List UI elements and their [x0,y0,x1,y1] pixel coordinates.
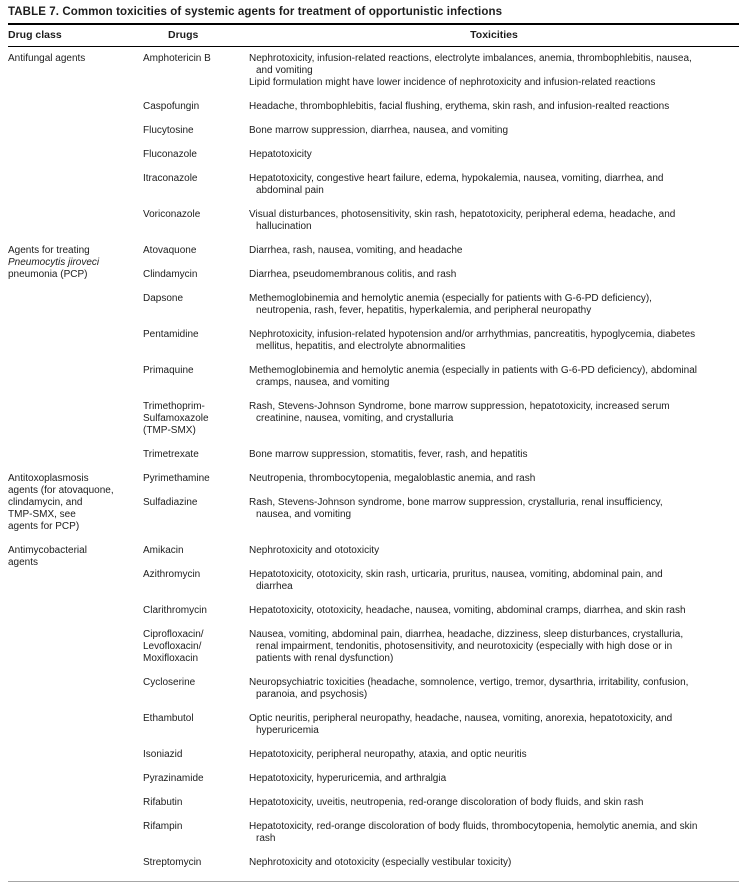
toxicity-line: Visual disturbances, photosensitivity, skin rash, hepatotoxicity, peripheral edema, headache, and [249,209,676,220]
toxicity-line: Hepatotoxicity, red-orange discoloration of body fluids, thrombocytopenia, hemolytic anemia, and skin [249,821,698,832]
drug-name-line: Flucytosine [143,125,194,136]
toxicity-cell [249,749,739,761]
drug-class-line: Antifungal agents [8,53,86,64]
drug-name-cell [143,53,249,89]
drug-name-line: Pyrazinamide [143,773,204,784]
drug-name-line: Amikacin [143,545,184,556]
drug-name-line: (TMP-SMX) [143,425,196,436]
toxicity-line: abdominal pain [256,185,324,196]
toxicity-line: Methemoglobinemia and hemolytic anemia (especially in patients with G-6-PD deficiency), abdominal [249,365,697,376]
toxicity-line: nausea, and vomiting [256,509,352,520]
toxicity-cell [249,473,739,485]
table-row [143,497,739,521]
toxicity-line: Headache, thrombophlebitis, facial flushing, erythema, skin rash, and infusion-realted reactions [249,101,670,112]
drug-name-cell [143,245,249,257]
table-row [143,473,739,485]
drug-class-species-line: Pneumocytis jiroveci [8,257,100,268]
table-row [143,269,739,281]
drug-name-line: Cycloserine [143,677,196,688]
drug-name-cell [143,101,249,113]
table-row [143,749,739,761]
drug-name-cell [143,605,249,617]
drug-name-line: Levofloxacin/ [143,641,202,652]
drug-class-line: TMP-SMX, see [8,509,76,520]
drug-name-line: Rifabutin [143,797,183,808]
toxicity-line: Diarrhea, pseudomembranous colitis, and rash [249,269,457,280]
toxicity-cell [249,629,739,665]
drug-name-cell [143,473,249,485]
drug-class-group [8,545,739,881]
drug-name-line: Dapsone [143,293,184,304]
toxicity-cell [249,713,739,737]
drug-name-line: Azithromycin [143,569,201,580]
drug-rows [143,245,739,473]
toxicity-line: diarrhea [256,581,293,592]
toxicity-line: mellitus, hepatitis, and electrolyte abnormalities [256,341,466,352]
toxicity-line: Hepatotoxicity, ototoxicity, headache, nausea, vomiting, abdominal cramps, diarrhea, and skin rash [249,605,686,616]
table-row [143,329,739,353]
drug-class-group [8,473,739,533]
table-row [143,569,739,593]
drug-class-line: Antimycobacterial [8,545,87,556]
toxicity-line: Nephrotoxicity and ototoxicity (especially vestibular toxicity) [249,857,512,868]
column-header-drug-class: Drug class [8,29,62,41]
toxicity-line: Optic neuritis, peripheral neuropathy, headache, nausea, vomiting, anorexia, hepatotoxicity, and [249,713,673,724]
drug-class-cell [8,53,143,245]
toxicity-cell [249,773,739,785]
drug-name-line: Trimethoprim- [143,401,205,412]
drug-class-line: Antitoxoplasmosis [8,473,89,484]
drug-name-line: Sulfadiazine [143,497,198,508]
toxicity-cell [249,449,739,461]
toxicity-cell [249,245,739,257]
table-row [143,401,739,437]
toxicity-cell [249,173,739,197]
drug-name-line: Itraconazole [143,173,198,184]
toxicity-line: Hepatotoxicity [249,149,312,160]
table-title: TABLE 7. Common toxicities of systemic agents for treatment of opportunistic infections [8,6,503,18]
drug-class-group [8,53,739,245]
table-row [143,821,739,845]
drug-name-cell [143,269,249,281]
table-row [143,173,739,197]
toxicity-cell [249,53,739,89]
table-row [143,149,739,161]
toxicity-line: Nephrotoxicity and ototoxicity [249,545,380,556]
drug-name-line: Ciprofloxacin/ [143,629,204,640]
toxicity-line: Hepatotoxicity, congestive heart failure, edema, hypokalemia, nausea, vomiting, diarrhea, and [249,173,664,184]
toxicity-cell [249,605,739,617]
drug-name-cell [143,677,249,701]
toxicity-cell [249,101,739,113]
toxicity-cell [249,401,739,437]
table-row [143,605,739,617]
toxicity-line: Hepatotoxicity, ototoxicity, skin rash, urticaria, pruritus, nausea, vomiting, abdominal pain, and [249,569,663,580]
drug-name-cell [143,209,249,233]
drug-rows [143,473,739,533]
drug-class-line: clindamycin, and [8,497,83,508]
table-row [143,773,739,785]
toxicity-cell [249,149,739,161]
drug-name-cell [143,545,249,557]
toxicity-cell [249,821,739,845]
toxicity-cell [249,209,739,233]
toxicity-line: neutropenia, rash, fever, hepatitis, hyperkalemia, and peripheral neuropathy [256,305,592,316]
toxicity-cell [249,329,739,353]
toxicity-cell [249,797,739,809]
drug-rows [143,53,739,245]
table-header-row [8,25,739,46]
toxicity-line: cramps, nausea, and vomiting [256,377,390,388]
column-header-toxicities: Toxicities [470,29,518,41]
toxicity-line: Rash, Stevens-Johnson syndrome, bone marrow suppression, crystalluria, renal insufficiency, [249,497,663,508]
toxicity-line: Neutropenia, thrombocytopenia, megaloblastic anemia, and rash [249,473,536,484]
toxicity-cell [249,497,739,521]
toxicity-line: Nausea, vomiting, abdominal pain, diarrhea, headache, dizziness, sleep disturbances, crystalluria, [249,629,684,640]
drug-name-cell [143,401,249,437]
drug-name-line: Moxifloxacin [143,653,199,664]
drug-name-cell [143,293,249,317]
drug-name-line: Amphotericin B [143,53,211,64]
toxicity-cell [249,125,739,137]
toxicity-line: Neuropsychiatric toxicities (headache, somnolence, vertigo, tremor, dysarthria, irritability, confusion, [249,677,689,688]
drug-name-cell [143,629,249,665]
toxicity-cell [249,857,739,869]
table-body [8,47,739,881]
table-row [143,101,739,113]
drug-name-cell [143,173,249,197]
toxicity-line: Hepatotoxicity, hyperuricemia, and arthralgia [249,773,447,784]
toxicity-line: Nephrotoxicity, infusion-related hypotension and/or arrhythmias, pancreatitis, hypoglycemia, diabetes [249,329,696,340]
table-row [143,365,739,389]
toxicity-line: renal impairment, tendonitis, photosensitivity, and neurotoxicity (especially with high dose or in [256,641,673,652]
toxicity-line: Diarrhea, rash, nausea, vomiting, and headache [249,245,463,256]
drug-name-line: Clarithromycin [143,605,207,616]
drug-class-group [8,245,739,473]
toxicity-line: rash [256,833,276,844]
toxicity-line: Hepatotoxicity, peripheral neuropathy, ataxia, and optic neuritis [249,749,527,760]
drug-name-line: Trimetrexate [143,449,199,460]
table-row [143,677,739,701]
table-row [143,209,739,233]
toxicity-cell [249,677,739,701]
drug-name-line: Voriconazole [143,209,201,220]
drug-class-line: Agents for treating [8,245,90,256]
table-row [143,713,739,737]
drug-rows [143,545,739,881]
toxicity-line: creatinine, nausea, vomiting, and crystalluria [256,413,454,424]
drug-name-line: Clindamycin [143,269,198,280]
toxicity-cell [249,269,739,281]
drug-name-cell [143,569,249,593]
drug-name-cell [143,449,249,461]
table-row [143,545,739,557]
toxicity-cell [249,293,739,317]
toxicity-line: Methemoglobinemia and hemolytic anemia (especially for patients with G-6-PD deficiency), [249,293,652,304]
toxicity-cell [249,569,739,593]
column-header-drugs: Drugs [168,29,199,41]
table-row [143,53,739,89]
drug-name-line: Pyrimethamine [143,473,210,484]
toxicity-line: Bone marrow suppression, stomatitis, fever, rash, and hepatitis [249,449,528,460]
toxicity-line: paranoia, and psychosis) [256,689,368,700]
table-row [143,797,739,809]
drug-name-line: Caspofungin [143,101,200,112]
toxicity-line: patients with renal dysfunction) [256,653,394,664]
drug-name-line: Fluconazole [143,149,197,160]
toxicity-cell [249,365,739,389]
drug-name-cell [143,821,249,845]
drug-name-line: Isoniazid [143,749,183,760]
drug-name-line: Ethambutol [143,713,194,724]
drug-name-line: Rifampin [143,821,183,832]
table-row [143,857,739,869]
toxicity-line: Lipid formulation might have lower incidence of nephrotoxicity and infusion-related reactions [249,77,656,88]
toxicity-line: Hepatotoxicity, uveitis, neutropenia, red-orange discoloration of body fluids, and skin rash [249,797,644,808]
drug-class-cell [8,245,143,473]
toxicity-line: Bone marrow suppression, diarrhea, nausea, and vomiting [249,125,509,136]
toxicity-cell [249,545,739,557]
drug-name-cell [143,149,249,161]
drug-name-line: Sulfamoxazole [143,413,209,424]
drug-name-line: Streptomycin [143,857,202,868]
drug-class-line: pneumonia (PCP) [8,269,88,280]
drug-name-cell [143,857,249,869]
drug-name-cell [143,125,249,137]
drug-class-line: agents for PCP) [8,521,80,532]
drug-class-line: agents (for atovaquone, [8,485,114,496]
drug-name-cell [143,365,249,389]
toxicity-line: and vomiting [256,65,313,76]
table-row [143,245,739,257]
drug-name-cell [143,329,249,353]
drug-name-line: Primaquine [143,365,194,376]
table-row [143,449,739,461]
drug-name-cell [143,713,249,737]
drug-name-cell [143,773,249,785]
drug-name-cell [143,497,249,521]
table-row [143,293,739,317]
table-row [143,629,739,665]
toxicity-line: hallucination [256,221,312,232]
drug-class-cell [8,473,143,533]
drug-name-line: Pentamidine [143,329,199,340]
drug-name-cell [143,797,249,809]
drug-name-line: Atovaquone [143,245,197,256]
drug-class-line: agents [8,557,39,568]
drug-class-cell [8,545,143,881]
toxicity-line: Nephrotoxicity, infusion-related reactions, electrolyte imbalances, anemia, thrombophlebitis, nausea, [249,53,692,64]
toxicity-line: hyperuricemia [256,725,319,736]
drug-name-cell [143,749,249,761]
table-row [143,125,739,137]
toxicity-line: Rash, Stevens-Johnson Syndrome, bone marrow suppression, hepatotoxicity, increased serum [249,401,670,412]
